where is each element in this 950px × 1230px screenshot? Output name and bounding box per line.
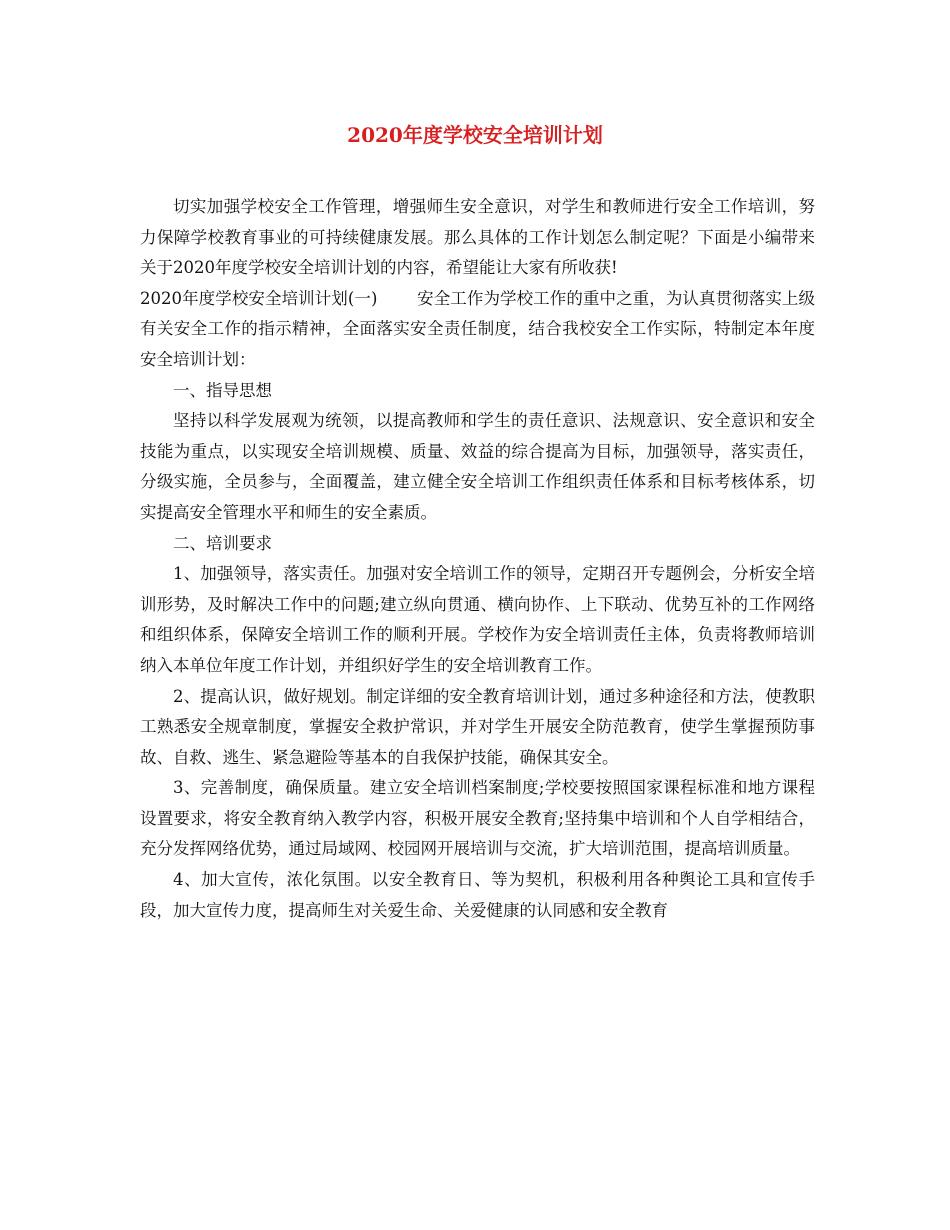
requirement-item-2: 2、提高认识，做好规划。制定详细的安全教育培训计划，通过多种途径和方法，使教职工熟悉安全规章制度，掌握安全救护常识，并对学生开展安全防范教育，使学生掌握预防事故、自救、逃生、紧急避险等基本的自我保护技能，确保其安全。 — [140, 686, 815, 767]
section-one-paragraph — [140, 284, 815, 376]
document-body — [140, 192, 815, 926]
heading-guiding-ideology: 一、指导思想 — [173, 380, 272, 400]
requirement-item-3: 3、完善制度，确保质量。建立安全培训档案制度;学校要按照国家课程标准和地方课程设置要求，将安全教育纳入教学内容，积极开展安全教育;坚持集中培训和个人自学相结合，充分发挥网络优势，通过局域网、校园网开展培训与交流，扩大培训范围，提高培训质量。 — [140, 778, 815, 859]
requirement-item-4: 4、加大宣传，浓化氛围。以安全教育日、等为契机，积极利用各种舆论工具和宣传手段，加大宣传力度，提高师生对关爱生命、关爱健康的认同感和安全教育 — [140, 870, 815, 920]
section-one-intro: 安全工作为学校工作的重中之重，为认真贯彻落实上级有关安全工作的指示精神，全面落实安全责任制度，结合我校安全工作实际，特制定本年度安全培训计划： — [140, 288, 815, 369]
guiding-ideology-paragraph: 坚持以科学发展观为统领，以提高教师和学生的责任意识、法规意识、安全意识和安全技能为重点，以实现安全培训规模、质量、效益的综合提高为目标，加强领导，落实责任，分级实施，全员参与，全面覆盖，建立健全安全培训工作组织责任体系和目标考核体系，切实提高安全管理水平和师生的安全素质。 — [140, 411, 815, 522]
requirement-item-1: 1、加强领导，落实责任。加强对安全培训工作的领导，定期召开专题例会，分析安全培训形势，及时解决工作中的问题;建立纵向贯通、横向协作、上下联动、优势互补的工作网络和组织体系，保障安全培训工作的顺利开展。学校作为安全培训责任主体，负责将教师培训纳入本单位年度工作计划，并组织好学生的安全培训教育工作。 — [140, 564, 815, 675]
heading-training-requirements: 二、培训要求 — [173, 533, 272, 553]
intro-paragraph: 切实加强学校安全工作管理，增强师生安全意识，对学生和教师进行安全工作培训，努力保障学校教育事业的可持续健康发展。那么具体的工作计划怎么制定呢？下面是小编带来关于2020年度学校安全培训计划的内容，希望能让大家有所收获! — [140, 197, 815, 278]
document-title: 2020年度学校安全培训计划 — [347, 123, 603, 147]
section-one-heading: 2020年度学校安全培训计划(一) — [140, 288, 378, 308]
